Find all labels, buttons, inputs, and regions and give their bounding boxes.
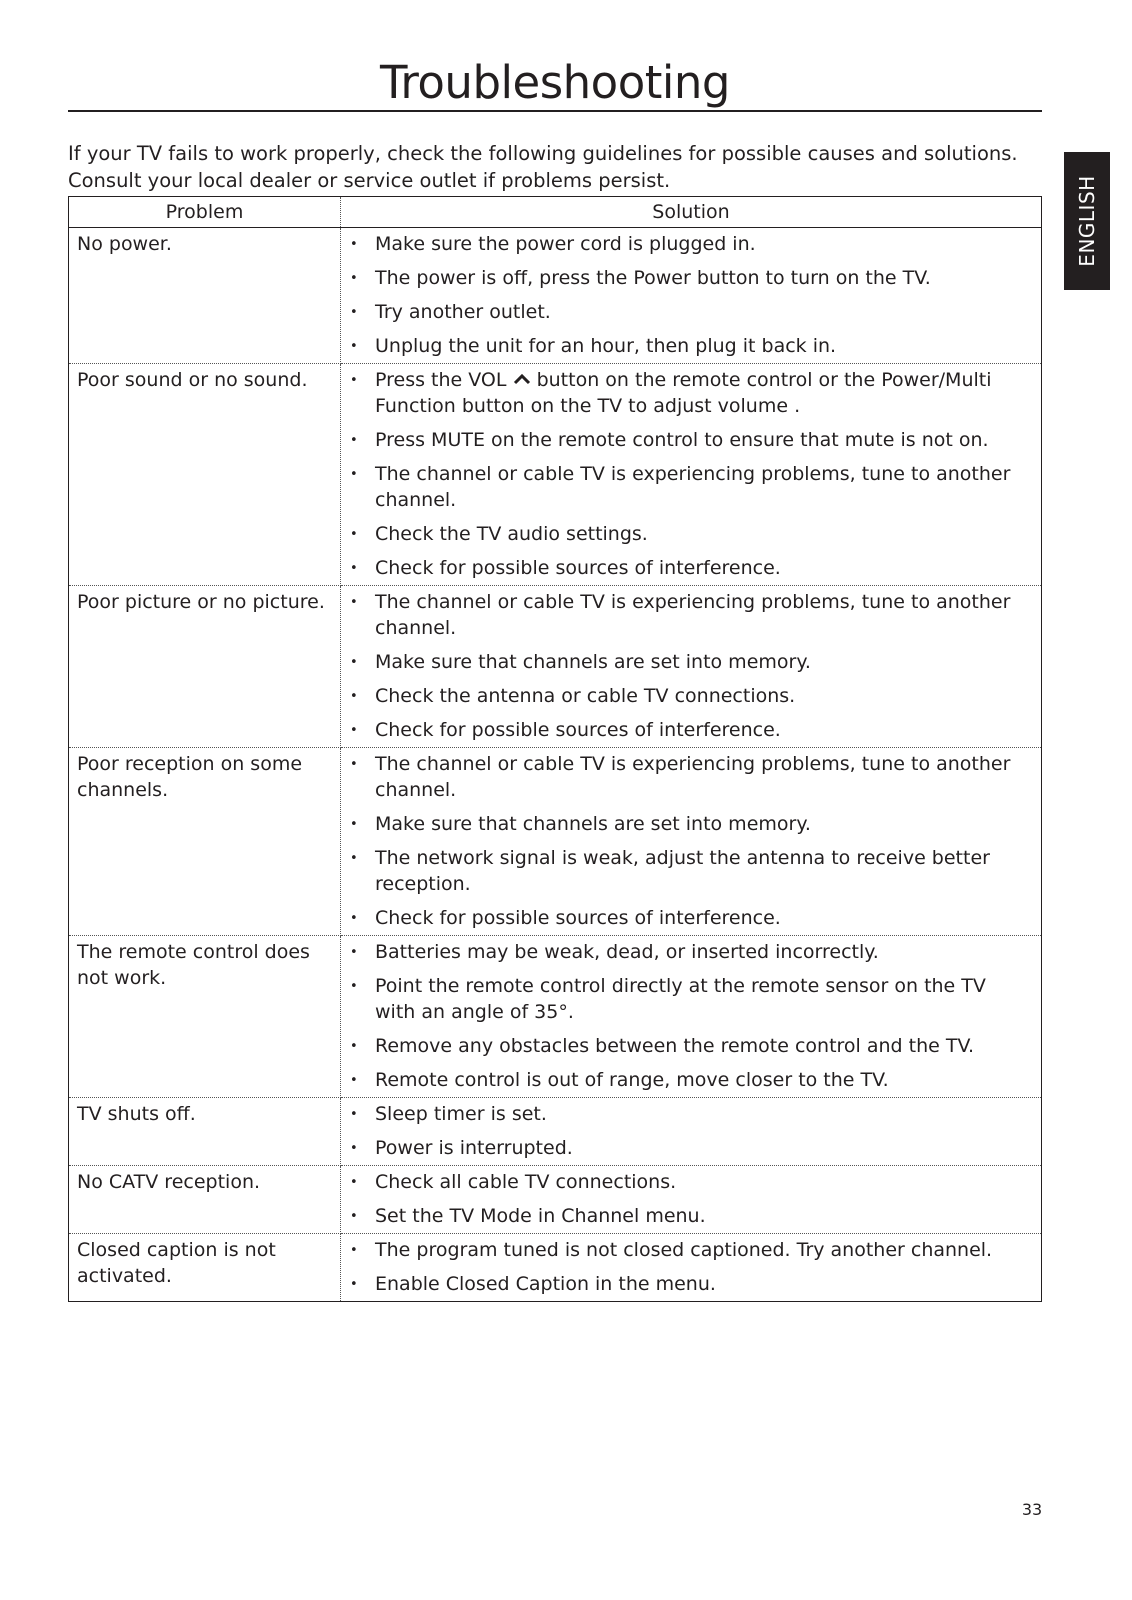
bullet-icon: • xyxy=(350,237,358,252)
solution-item xyxy=(341,717,1041,743)
solution-text: The program tuned is not closed captioned. Try another channel. xyxy=(375,1239,993,1261)
solution-text: Make sure that channels are set into memory. xyxy=(375,813,811,835)
solution-text: Make sure that channels are set into memory. xyxy=(375,651,811,673)
solution-item xyxy=(341,521,1041,547)
solution-item xyxy=(341,811,1041,837)
solution-cell xyxy=(341,748,1042,936)
language-tab xyxy=(1064,152,1110,290)
bullet-icon: • xyxy=(350,339,358,354)
bullet-icon: • xyxy=(350,1107,358,1122)
solution-item xyxy=(341,461,1041,513)
intro-line: Consult your local dealer or service outlet if problems persist. xyxy=(68,169,671,192)
problem-cell: Poor sound or no sound. xyxy=(69,364,341,586)
solution-text: Check for possible sources of interference. xyxy=(375,907,781,929)
solution-item xyxy=(341,649,1041,675)
bullet-icon: • xyxy=(350,817,358,832)
solution-cell xyxy=(341,1098,1042,1166)
bullet-icon: • xyxy=(350,945,358,960)
header-problem: Problem xyxy=(69,197,341,228)
solution-text: Remote control is out of range, move closer to the TV. xyxy=(375,1069,889,1091)
solution-text: Set the TV Mode in Channel menu. xyxy=(375,1205,706,1227)
solution-item xyxy=(341,905,1041,931)
header-solution: Solution xyxy=(341,197,1042,228)
problem-cell: Poor reception on some channels. xyxy=(69,748,341,936)
bullet-icon: • xyxy=(350,433,358,448)
solution-item xyxy=(341,1271,1041,1297)
bullet-icon: • xyxy=(350,305,358,320)
title-divider xyxy=(68,110,1042,112)
solution-item xyxy=(341,231,1041,257)
solution-item xyxy=(341,367,1041,419)
solution-item xyxy=(341,1203,1041,1229)
bullet-icon: • xyxy=(350,655,358,670)
solution-text: Try another outlet. xyxy=(375,301,551,323)
bullet-icon: • xyxy=(350,757,358,772)
problem-cell: Poor picture or no picture. xyxy=(69,586,341,748)
solution-item xyxy=(341,1169,1041,1195)
solution-text: Unplug the unit for an hour, then plug it back in. xyxy=(375,335,837,357)
intro-line: If your TV fails to work properly, check the following guidelines for possible causes and solutions. xyxy=(68,142,1018,165)
solution-item xyxy=(341,845,1041,897)
bullet-icon: • xyxy=(350,271,358,286)
bullet-icon: • xyxy=(350,1243,358,1258)
troubleshooting-table xyxy=(68,196,1042,1302)
bullet-icon: • xyxy=(350,373,358,388)
table-row xyxy=(69,1098,1042,1166)
solution-item xyxy=(341,973,1041,1025)
bullet-icon: • xyxy=(350,1175,358,1190)
bullet-icon: • xyxy=(350,723,358,738)
solution-text: Check all cable TV connections. xyxy=(375,1171,677,1193)
solution-text: Remove any obstacles between the remote control and the TV. xyxy=(375,1035,975,1057)
solution-cell xyxy=(341,1234,1042,1302)
solution-item xyxy=(341,1067,1041,1093)
bullet-icon: • xyxy=(350,979,358,994)
solution-cell xyxy=(341,364,1042,586)
solution-item xyxy=(341,555,1041,581)
bullet-icon: • xyxy=(350,561,358,576)
solution-text: Enable Closed Caption in the menu. xyxy=(375,1273,716,1295)
table-row xyxy=(69,364,1042,586)
bullet-icon: • xyxy=(350,595,358,610)
solution-text: Check the antenna or cable TV connections. xyxy=(375,685,796,707)
solution-cell xyxy=(341,228,1042,364)
bullet-icon: • xyxy=(350,851,358,866)
language-tab-label: ENGLISH xyxy=(1075,175,1099,267)
bullet-icon: • xyxy=(350,467,358,482)
page-title: Troubleshooting xyxy=(380,56,730,109)
table-row xyxy=(69,586,1042,748)
solution-item xyxy=(341,333,1041,359)
solution-item xyxy=(341,1033,1041,1059)
solution-item xyxy=(341,589,1041,641)
solution-text: Point the remote control directly at the remote sensor on the TV with an angle of 35°. xyxy=(375,975,986,1023)
solution-text: button on the remote control or the Power/Multi Function button on the TV to adjust volume . xyxy=(375,369,992,417)
bullet-icon: • xyxy=(350,527,358,542)
solution-text: Check for possible sources of interference. xyxy=(375,557,781,579)
problem-cell: No CATV reception. xyxy=(69,1166,341,1234)
bullet-icon: • xyxy=(350,1073,358,1088)
solution-cell xyxy=(341,586,1042,748)
solution-item xyxy=(341,751,1041,803)
solution-cell xyxy=(341,936,1042,1098)
solution-text: Batteries may be weak, dead, or inserted incorrectly. xyxy=(375,941,879,963)
bullet-icon: • xyxy=(350,911,358,926)
solution-text: Sleep timer is set. xyxy=(375,1103,547,1125)
solution-text: Make sure the power cord is plugged in. xyxy=(375,233,756,255)
bullet-icon: • xyxy=(350,689,358,704)
solution-item xyxy=(341,1237,1041,1263)
table-header-row xyxy=(69,197,1042,228)
solution-text: The channel or cable TV is experiencing problems, tune to another channel. xyxy=(375,463,1011,511)
solution-item xyxy=(341,683,1041,709)
solution-text: The power is off, press the Power button to turn on the TV. xyxy=(375,267,931,289)
table-row xyxy=(69,1166,1042,1234)
solution-text: Press the VOL xyxy=(375,369,507,391)
table-row xyxy=(69,1234,1042,1302)
solution-item xyxy=(341,1135,1041,1161)
intro-text xyxy=(68,140,1018,194)
problem-cell: No power. xyxy=(69,228,341,364)
problem-cell: Closed caption is not activated. xyxy=(69,1234,341,1302)
solution-cell xyxy=(341,1166,1042,1234)
problem-cell: TV shuts off. xyxy=(69,1098,341,1166)
solution-text: Press MUTE on the remote control to ensure that mute is not on. xyxy=(375,429,989,451)
page-number: 33 xyxy=(1021,1500,1043,1519)
volume-up-icon xyxy=(513,373,531,385)
table-row xyxy=(69,228,1042,364)
solution-item xyxy=(341,1101,1041,1127)
solution-text: Power is interrupted. xyxy=(375,1137,573,1159)
solution-item xyxy=(341,427,1041,453)
bullet-icon: • xyxy=(350,1209,358,1224)
solution-text: Check for possible sources of interference. xyxy=(375,719,781,741)
bullet-icon: • xyxy=(350,1141,358,1156)
table-row xyxy=(69,748,1042,936)
solution-text: The network signal is weak, adjust the antenna to receive better reception. xyxy=(375,847,990,895)
problem-cell: The remote control does not work. xyxy=(69,936,341,1098)
solution-text: Check the TV audio settings. xyxy=(375,523,648,545)
bullet-icon: • xyxy=(350,1277,358,1292)
solution-text: The channel or cable TV is experiencing problems, tune to another channel. xyxy=(375,753,1011,801)
solution-item xyxy=(341,299,1041,325)
solution-item xyxy=(341,265,1041,291)
solution-text: The channel or cable TV is experiencing problems, tune to another channel. xyxy=(375,591,1011,639)
solution-item xyxy=(341,939,1041,965)
bullet-icon: • xyxy=(350,1039,358,1054)
table-row xyxy=(69,936,1042,1098)
